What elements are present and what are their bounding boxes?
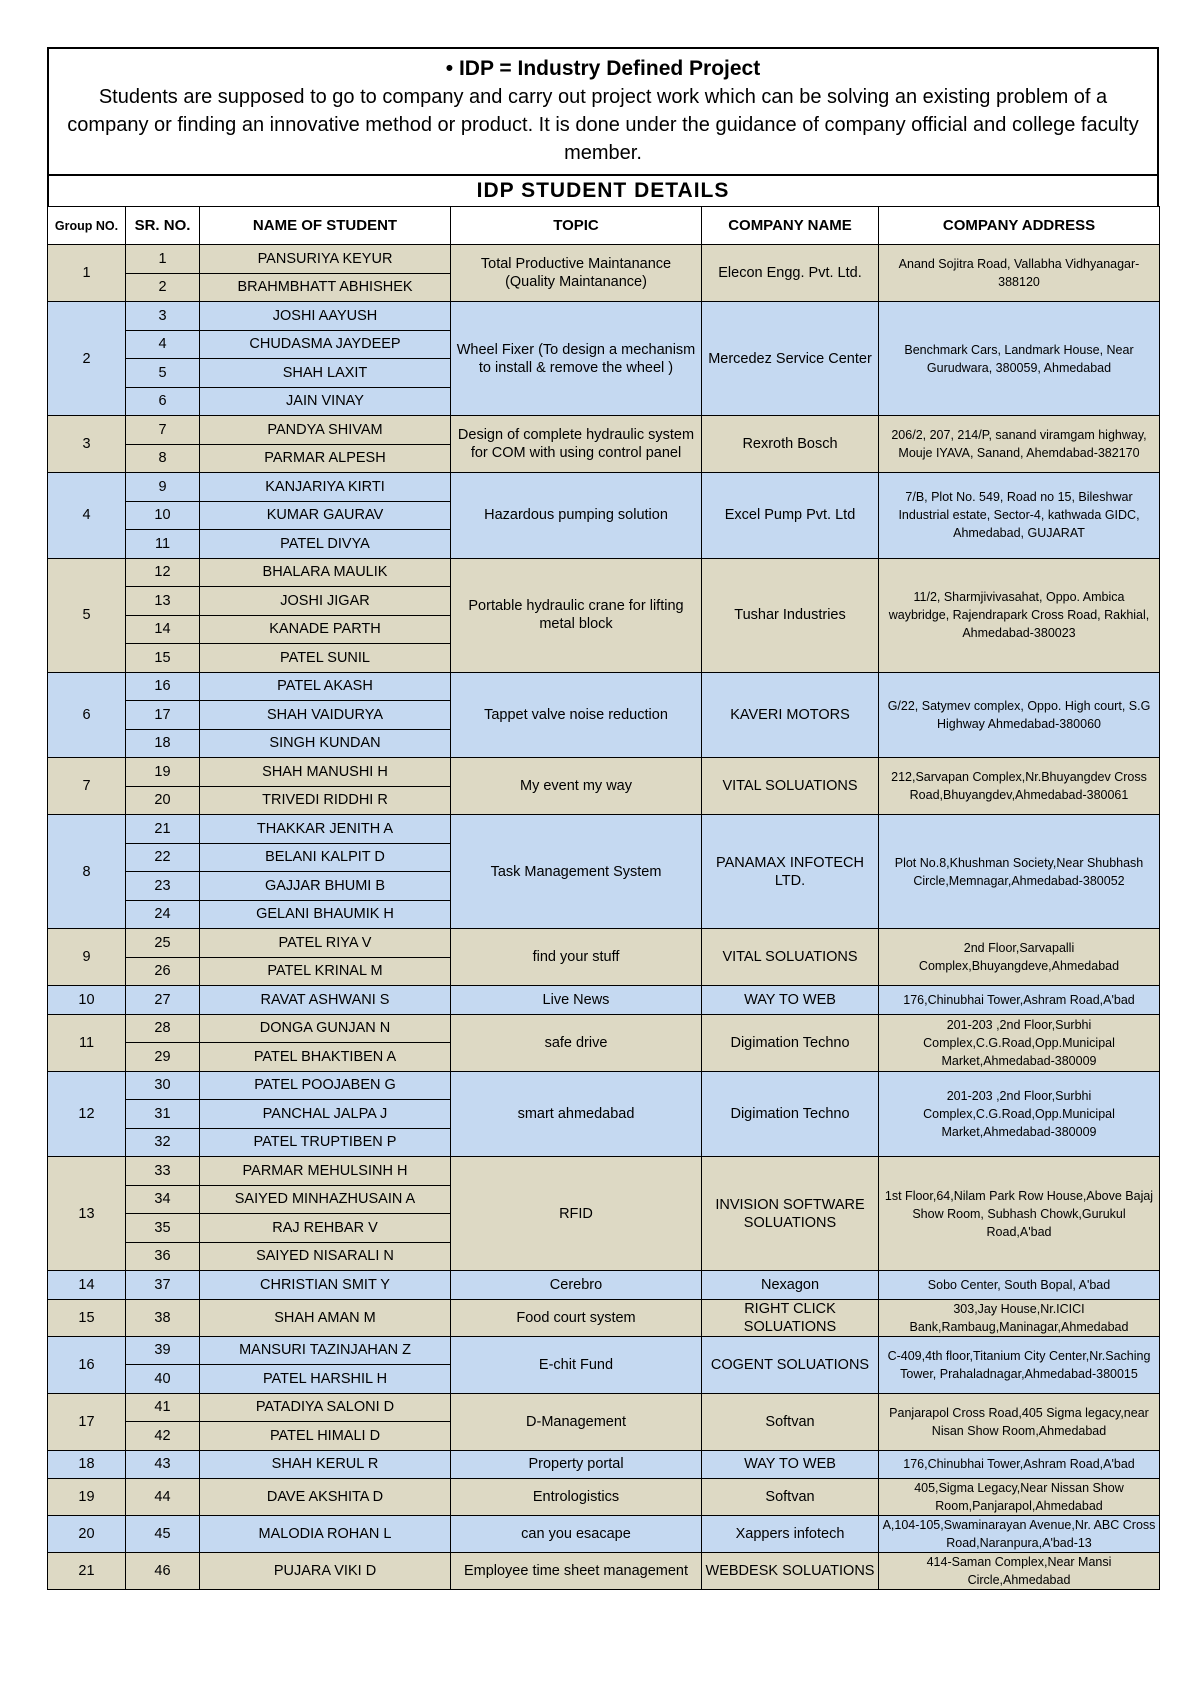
- project-topic: Total Productive Maintanance (Quality Maintanance): [451, 245, 702, 302]
- company-name: Softvan: [702, 1479, 879, 1516]
- group-number: 2: [48, 302, 126, 416]
- company-name: KAVERI MOTORS: [702, 672, 879, 758]
- group-number: 13: [48, 1157, 126, 1271]
- project-topic: safe drive: [451, 1014, 702, 1071]
- student-name: KUMAR GAURAV: [200, 501, 451, 530]
- student-name: PATEL RIYA V: [200, 929, 451, 958]
- student-name: PUJARA VIKI D: [200, 1553, 451, 1590]
- student-name: PATEL HIMALI D: [200, 1422, 451, 1451]
- header-topic: TOPIC: [451, 207, 702, 245]
- project-topic: Task Management System: [451, 815, 702, 929]
- table-row: [48, 473, 1160, 502]
- serial-number: 2: [126, 273, 200, 302]
- serial-number: 35: [126, 1214, 200, 1243]
- header-company-name: COMPANY NAME: [702, 207, 879, 245]
- serial-number: 6: [126, 387, 200, 416]
- student-name: SHAH AMAN M: [200, 1299, 451, 1336]
- serial-number: 31: [126, 1100, 200, 1129]
- group-number: 6: [48, 672, 126, 758]
- serial-number: 5: [126, 359, 200, 388]
- header-row: [48, 207, 1160, 245]
- group-number: 9: [48, 929, 126, 986]
- company-name: WEBDESK SOLUATIONS: [702, 1553, 879, 1590]
- student-name: CHUDASMA JAYDEEP: [200, 330, 451, 359]
- intro-box: [47, 47, 1159, 174]
- serial-number: 9: [126, 473, 200, 502]
- student-name: MANSURI TAZINJAHAN Z: [200, 1336, 451, 1365]
- student-name: BELANI KALPIT D: [200, 843, 451, 872]
- company-address: 7/B, Plot No. 549, Road no 15, Bileshwar Industrial estate, Sector-4, kathwada GIDC, Ahmedabad, GUJARAT: [879, 473, 1160, 559]
- header-name: NAME OF STUDENT: [200, 207, 451, 245]
- project-topic: Wheel Fixer (To design a mechanism to install & remove the wheel ): [451, 302, 702, 416]
- project-topic: Design of complete hydraulic system for COM with using control panel: [451, 416, 702, 473]
- table-row: [48, 1157, 1160, 1186]
- group-number: 19: [48, 1479, 126, 1516]
- student-name: RAVAT ASHWANI S: [200, 986, 451, 1015]
- company-name: Digimation Techno: [702, 1014, 879, 1071]
- company-address: Plot No.8,Khushman Society,Near Shubhash Circle,Memnagar,Ahmedabad-380052: [879, 815, 1160, 929]
- group-number: 3: [48, 416, 126, 473]
- serial-number: 1: [126, 245, 200, 274]
- serial-number: 45: [126, 1516, 200, 1553]
- company-name: Rexroth Bosch: [702, 416, 879, 473]
- serial-number: 21: [126, 815, 200, 844]
- company-address: Panjarapol Cross Road,405 Sigma legacy,near Nisan Show Room,Ahmedabad: [879, 1393, 1160, 1450]
- student-name: PARMAR MEHULSINH H: [200, 1157, 451, 1186]
- student-name: THAKKAR JENITH A: [200, 815, 451, 844]
- project-topic: Live News: [451, 986, 702, 1015]
- company-address: A,104-105,Swaminarayan Avenue,Nr. ABC Cross Road,Naranpura,A'bad-13: [879, 1516, 1160, 1553]
- serial-number: 32: [126, 1128, 200, 1157]
- student-name: PATEL BHAKTIBEN A: [200, 1043, 451, 1072]
- serial-number: 22: [126, 843, 200, 872]
- student-name: JAIN VINAY: [200, 387, 451, 416]
- company-address: G/22, Satymev complex, Oppo. High court, S.G Highway Ahmedabad-380060: [879, 672, 1160, 758]
- company-name: Excel Pump Pvt. Ltd: [702, 473, 879, 559]
- company-name: WAY TO WEB: [702, 986, 879, 1015]
- student-name: SAIYED NISARALI N: [200, 1242, 451, 1271]
- student-name: BRAHMBHATT ABHISHEK: [200, 273, 451, 302]
- serial-number: 37: [126, 1271, 200, 1300]
- table-row: [48, 558, 1160, 587]
- group-number: 8: [48, 815, 126, 929]
- serial-number: 7: [126, 416, 200, 445]
- group-number: 10: [48, 986, 126, 1015]
- table-row: [48, 929, 1160, 958]
- serial-number: 34: [126, 1185, 200, 1214]
- serial-number: 16: [126, 672, 200, 701]
- project-topic: Tappet valve noise reduction: [451, 672, 702, 758]
- student-name: BHALARA MAULIK: [200, 558, 451, 587]
- company-name: PANAMAX INFOTECH LTD.: [702, 815, 879, 929]
- serial-number: 11: [126, 530, 200, 559]
- group-number: 21: [48, 1553, 126, 1590]
- group-number: 11: [48, 1014, 126, 1071]
- group-number: 1: [48, 245, 126, 302]
- company-address: 1st Floor,64,Nilam Park Row House,Above Bajaj Show Room, Subhash Chowk,Gurukul Road,A'bad: [879, 1157, 1160, 1271]
- project-topic: Hazardous pumping solution: [451, 473, 702, 559]
- student-name: RAJ REHBAR V: [200, 1214, 451, 1243]
- table-row: [48, 1299, 1160, 1336]
- serial-number: 42: [126, 1422, 200, 1451]
- group-number: 5: [48, 558, 126, 672]
- serial-number: 40: [126, 1365, 200, 1394]
- serial-number: 17: [126, 701, 200, 730]
- serial-number: 43: [126, 1450, 200, 1479]
- company-address: C-409,4th floor,Titanium City Center,Nr.Saching Tower, Prahaladnagar,Ahmedabad-380015: [879, 1336, 1160, 1393]
- group-number: 20: [48, 1516, 126, 1553]
- company-address: 11/2, Sharmjivivasahat, Oppo. Ambica waybridge, Rajendrapark Cross Road, Rakhial, Ahmedabad-380023: [879, 558, 1160, 672]
- company-address: Benchmark Cars, Landmark House, Near Gurudwara, 380059, Ahmedabad: [879, 302, 1160, 416]
- company-name: COGENT SOLUATIONS: [702, 1336, 879, 1393]
- table-row: [48, 758, 1160, 787]
- project-topic: smart ahmedabad: [451, 1071, 702, 1157]
- table-row: [48, 302, 1160, 331]
- company-name: RIGHT CLICK SOLUATIONS: [702, 1299, 879, 1336]
- project-topic: Portable hydraulic crane for lifting metal block: [451, 558, 702, 672]
- company-address: 212,Sarvapan Complex,Nr.Bhuyangdev Cross Road,Bhuyangdev,Ahmedabad-380061: [879, 758, 1160, 815]
- company-name: Softvan: [702, 1393, 879, 1450]
- serial-number: 23: [126, 872, 200, 901]
- table-row: [48, 986, 1160, 1015]
- group-number: 12: [48, 1071, 126, 1157]
- company-name: WAY TO WEB: [702, 1450, 879, 1479]
- student-name: DONGA GUNJAN N: [200, 1014, 451, 1043]
- group-number: 7: [48, 758, 126, 815]
- serial-number: 26: [126, 957, 200, 986]
- header-company-address: COMPANY ADDRESS: [879, 207, 1160, 245]
- student-name: PATEL SUNIL: [200, 644, 451, 673]
- project-topic: My event my way: [451, 758, 702, 815]
- company-address: Sobo Center, South Bopal, A'bad: [879, 1271, 1160, 1300]
- project-topic: Food court system: [451, 1299, 702, 1336]
- student-name: SHAH KERUL R: [200, 1450, 451, 1479]
- company-address: Anand Sojitra Road, Vallabha Vidhyanagar-388120: [879, 245, 1160, 302]
- serial-number: 8: [126, 444, 200, 473]
- student-name: JOSHI AAYUSH: [200, 302, 451, 331]
- student-name: PARMAR ALPESH: [200, 444, 451, 473]
- project-topic: Employee time sheet management: [451, 1553, 702, 1590]
- serial-number: 10: [126, 501, 200, 530]
- group-number: 17: [48, 1393, 126, 1450]
- student-name: KANADE PARTH: [200, 615, 451, 644]
- table-row: [48, 1479, 1160, 1516]
- table-title: IDP STUDENT DETAILS: [47, 174, 1159, 206]
- company-address: 405,Sigma Legacy,Near Nissan Show Room,Panjarapol,Ahmedabad: [879, 1479, 1160, 1516]
- student-name: PANCHAL JALPA J: [200, 1100, 451, 1129]
- company-name: VITAL SOLUATIONS: [702, 758, 879, 815]
- company-name: VITAL SOLUATIONS: [702, 929, 879, 986]
- table-row: [48, 815, 1160, 844]
- project-topic: RFID: [451, 1157, 702, 1271]
- project-topic: Property portal: [451, 1450, 702, 1479]
- company-address: 176,Chinubhai Tower,Ashram Road,A'bad: [879, 1450, 1160, 1479]
- company-name: INVISION SOFTWARE SOLUATIONS: [702, 1157, 879, 1271]
- serial-number: 19: [126, 758, 200, 787]
- idp-definition-title: • IDP = Industry Defined Project: [445, 57, 761, 80]
- serial-number: 13: [126, 587, 200, 616]
- serial-number: 41: [126, 1393, 200, 1422]
- table-row: [48, 1271, 1160, 1300]
- student-name: DAVE AKSHITA D: [200, 1479, 451, 1516]
- serial-number: 25: [126, 929, 200, 958]
- student-name: PANDYA SHIVAM: [200, 416, 451, 445]
- table-row: [48, 1450, 1160, 1479]
- student-name: CHRISTIAN SMIT Y: [200, 1271, 451, 1300]
- serial-number: 20: [126, 786, 200, 815]
- table-row: [48, 1393, 1160, 1422]
- project-topic: Cerebro: [451, 1271, 702, 1300]
- student-name: GELANI BHAUMIK H: [200, 900, 451, 929]
- serial-number: 33: [126, 1157, 200, 1186]
- serial-number: 24: [126, 900, 200, 929]
- student-details-table: [47, 206, 1160, 1590]
- company-address: 201-203 ,2nd Floor,Surbhi Complex,C.G.Road,Opp.Municipal Market,Ahmedabad-380009: [879, 1014, 1160, 1071]
- student-name: PATEL AKASH: [200, 672, 451, 701]
- company-address: 414-Saman Complex,Near Mansi Circle,Ahmedabad: [879, 1553, 1160, 1590]
- student-name: TRIVEDI RIDDHI R: [200, 786, 451, 815]
- student-name: GAJJAR BHUMI B: [200, 872, 451, 901]
- serial-number: 12: [126, 558, 200, 587]
- company-name: Tushar Industries: [702, 558, 879, 672]
- company-name: Digimation Techno: [702, 1071, 879, 1157]
- table-row: [48, 416, 1160, 445]
- serial-number: 38: [126, 1299, 200, 1336]
- project-topic: can you esacape: [451, 1516, 702, 1553]
- serial-number: 36: [126, 1242, 200, 1271]
- student-name: PATEL TRUPTIBEN P: [200, 1128, 451, 1157]
- company-name: Xappers infotech: [702, 1516, 879, 1553]
- company-address: 206/2, 207, 214/P, sanand viramgam highway, Mouje IYAVA, Sanand, Ahemdabad-382170: [879, 416, 1160, 473]
- serial-number: 4: [126, 330, 200, 359]
- table-body: [48, 245, 1160, 1590]
- serial-number: 39: [126, 1336, 200, 1365]
- student-name: SHAH LAXIT: [200, 359, 451, 388]
- table-row: [48, 672, 1160, 701]
- company-name: Nexagon: [702, 1271, 879, 1300]
- company-address: 201-203 ,2nd Floor,Surbhi Complex,C.G.Road,Opp.Municipal Market,Ahmedabad-380009: [879, 1071, 1160, 1157]
- student-name: MALODIA ROHAN L: [200, 1516, 451, 1553]
- idp-description: Students are supposed to go to company and carry out project work which can be solving an existing problem of a company or finding an innovative method or product. It is done under the guidance of company official and college faculty member.: [67, 86, 1139, 164]
- group-number: 14: [48, 1271, 126, 1300]
- serial-number: 15: [126, 644, 200, 673]
- serial-number: 30: [126, 1071, 200, 1100]
- group-number: 16: [48, 1336, 126, 1393]
- student-name: JOSHI JIGAR: [200, 587, 451, 616]
- group-number: 18: [48, 1450, 126, 1479]
- table-row: [48, 1553, 1160, 1590]
- serial-number: 46: [126, 1553, 200, 1590]
- serial-number: 27: [126, 986, 200, 1015]
- company-name: Mercedez Service Center: [702, 302, 879, 416]
- document-page: [47, 47, 1159, 1590]
- header-sr-no: SR. NO.: [126, 207, 200, 245]
- student-name: PATEL POOJABEN G: [200, 1071, 451, 1100]
- company-address: 176,Chinubhai Tower,Ashram Road,A'bad: [879, 986, 1160, 1015]
- student-name: PATEL DIVYA: [200, 530, 451, 559]
- group-number: 15: [48, 1299, 126, 1336]
- serial-number: 18: [126, 729, 200, 758]
- serial-number: 44: [126, 1479, 200, 1516]
- serial-number: 29: [126, 1043, 200, 1072]
- table-row: [48, 1071, 1160, 1100]
- project-topic: E-chit Fund: [451, 1336, 702, 1393]
- student-name: PATADIYA SALONI D: [200, 1393, 451, 1422]
- student-name: SHAH VAIDURYA: [200, 701, 451, 730]
- serial-number: 3: [126, 302, 200, 331]
- student-name: SAIYED MINHAZHUSAIN A: [200, 1185, 451, 1214]
- serial-number: 28: [126, 1014, 200, 1043]
- project-topic: find your stuff: [451, 929, 702, 986]
- student-name: KANJARIYA KIRTI: [200, 473, 451, 502]
- header-group-no: Group NO.: [48, 207, 126, 245]
- table-row: [48, 245, 1160, 274]
- company-address: 2nd Floor,Sarvapalli Complex,Bhuyangdeve,Ahmedabad: [879, 929, 1160, 986]
- student-name: PATEL HARSHIL H: [200, 1365, 451, 1394]
- student-name: PANSURIYA KEYUR: [200, 245, 451, 274]
- project-topic: D-Management: [451, 1393, 702, 1450]
- student-name: PATEL KRINAL M: [200, 957, 451, 986]
- table-row: [48, 1014, 1160, 1043]
- company-name: Elecon Engg. Pvt. Ltd.: [702, 245, 879, 302]
- table-row: [48, 1516, 1160, 1553]
- serial-number: 14: [126, 615, 200, 644]
- project-topic: Entrologistics: [451, 1479, 702, 1516]
- group-number: 4: [48, 473, 126, 559]
- student-name: SINGH KUNDAN: [200, 729, 451, 758]
- table-row: [48, 1336, 1160, 1365]
- company-address: 303,Jay House,Nr.ICICI Bank,Rambaug,Maninagar,Ahmedabad: [879, 1299, 1160, 1336]
- student-name: SHAH MANUSHI H: [200, 758, 451, 787]
